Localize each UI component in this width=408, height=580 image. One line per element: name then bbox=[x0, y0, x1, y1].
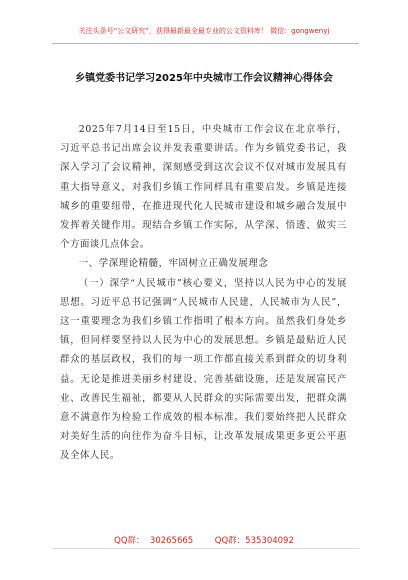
body-paragraph-1-1: （一）深学“人民城市”核心要义，坚持以人民为中心的发展思想。习近平总书记强调“人民城市人民建，人民城市为人民”，这一重要理念为我们乡镇工作指明了根本方向。虽然我们身处乡镇，但同样要坚持以人民为中心的发展思想。乡镇是最贴近人民群众的基层政权，我们的每一项工作都直接关系到群众的切身利益。无论是推进美丽乡村建设、完善基础设施，还是发展富民产业、改善民生福祉，都要从人民群众的实际需要出发，把群众满意不满意作为检验工作成效的根本标准。我们要始终把人民群众对美好生活的向往作为奋斗目标，让改革发展成果更多更公平惠及全体人民。 bbox=[60, 277, 347, 462]
document-body bbox=[60, 120, 347, 466]
body-paragraph-intro: 2025年7月14日至15日，中央城市工作会议在北京举行，习近平总书记出席会议并发表重要讲话。作为乡镇党委书记，我深入学习了会议精神，深刻感受到这次会议不仅对城市发展具有重大指导意义，对我们乡镇工作同样具有重要启发。乡镇是连接城乡的重要纽带，在推进现代化人民城市建设和城乡融合发展中发挥着关键作用。现结合乡镇工作实际，从学深、悟透、做实三个方面谈几点体会。 bbox=[60, 124, 347, 251]
footer-qq-groups: QQ群： 30265665 QQ群：535304092 bbox=[114, 536, 294, 546]
footer-divider bbox=[52, 548, 359, 549]
document-title: 乡镇党委书记学习2025年中央城市工作会议精神心得体会 bbox=[75, 73, 333, 84]
header-promo-note: 关注头条号“公文研究”，获得最新最全最专业的公文资料库！ 微信：gongwenyj bbox=[78, 27, 330, 35]
section-heading-1: 一、学深理论精髓，牢固树立正确发展理念 bbox=[78, 258, 269, 270]
header-divider bbox=[52, 43, 359, 44]
